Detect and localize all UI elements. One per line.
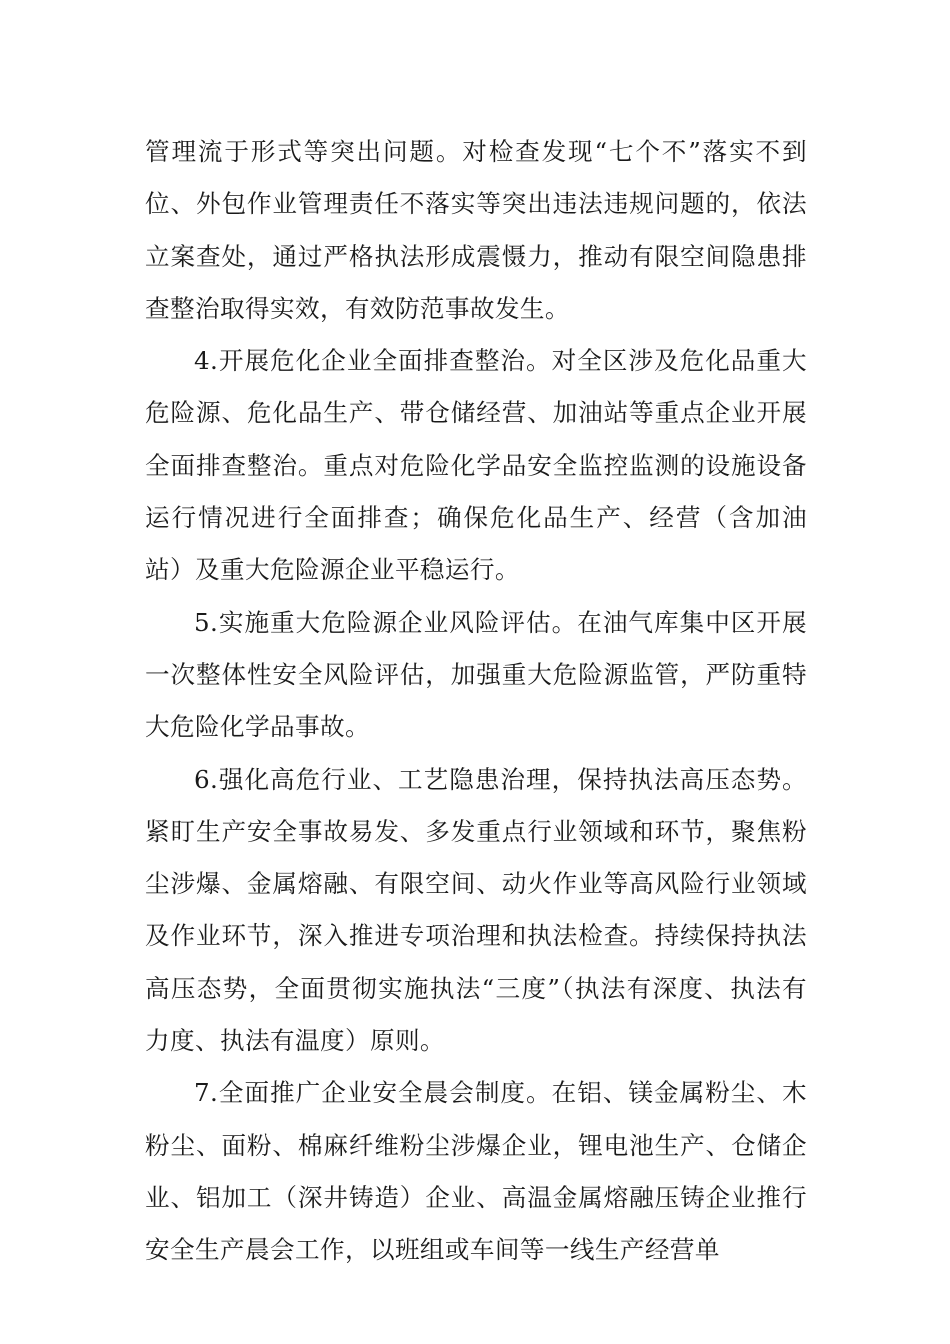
paragraph-item-6: 6.强化高危行业、工艺隐患治理，保持执法高压态势。紧盯生产安全事故易发、多发重点行业领域和环节，聚焦粉尘涉爆、金属熔融、有限空间、动火作业等高风险行业领域及作业环节，深入推进专项治理和执法检查。持续保持执法高压态势，全面贯彻实施执法“三度”（执法有深度、执法有力度、执法有温度）原则。 <box>145 764 807 1056</box>
paragraph-item-5: 5.实施重大危险源企业风险评估。在油气库集中区开展一次整体性安全风险评估，加强重大危险源监管，严防重特大危险化学品事故。 <box>145 607 807 742</box>
paragraph-continuation: 管理流于形式等突出问题。对检查发现“七个不”落实不到位、外包作业管理责任不落实等突出违法违规问题的，依法立案查处，通过严格执法形成震慑力，推动有限空间隐患排查整治取得实效，有效防范事故发生。 <box>145 137 807 323</box>
paragraph-item-7: 7.全面推广企业安全晨会制度。在铝、镁金属粉尘、木粉尘、面粉、棉麻纤维粉尘涉爆企业，锂电池生产、仓储企业、铝加工（深井铸造）企业、高温金属熔融压铸企业推行安全生产晨会工作，以班组或车间等一线生产经营单 <box>145 1078 807 1265</box>
document-body <box>145 126 807 1277</box>
paragraph-item-4: 4.开展危化企业全面排查整治。对全区涉及危化品重大危险源、危化品生产、带仓储经营、加油站等重点企业开展全面排查整治。重点对危险化学品安全监控监测的设施设备运行情况进行全面排查；确保危化品生产、经营（含加油站）及重大危险源企业平稳运行。 <box>145 346 807 585</box>
